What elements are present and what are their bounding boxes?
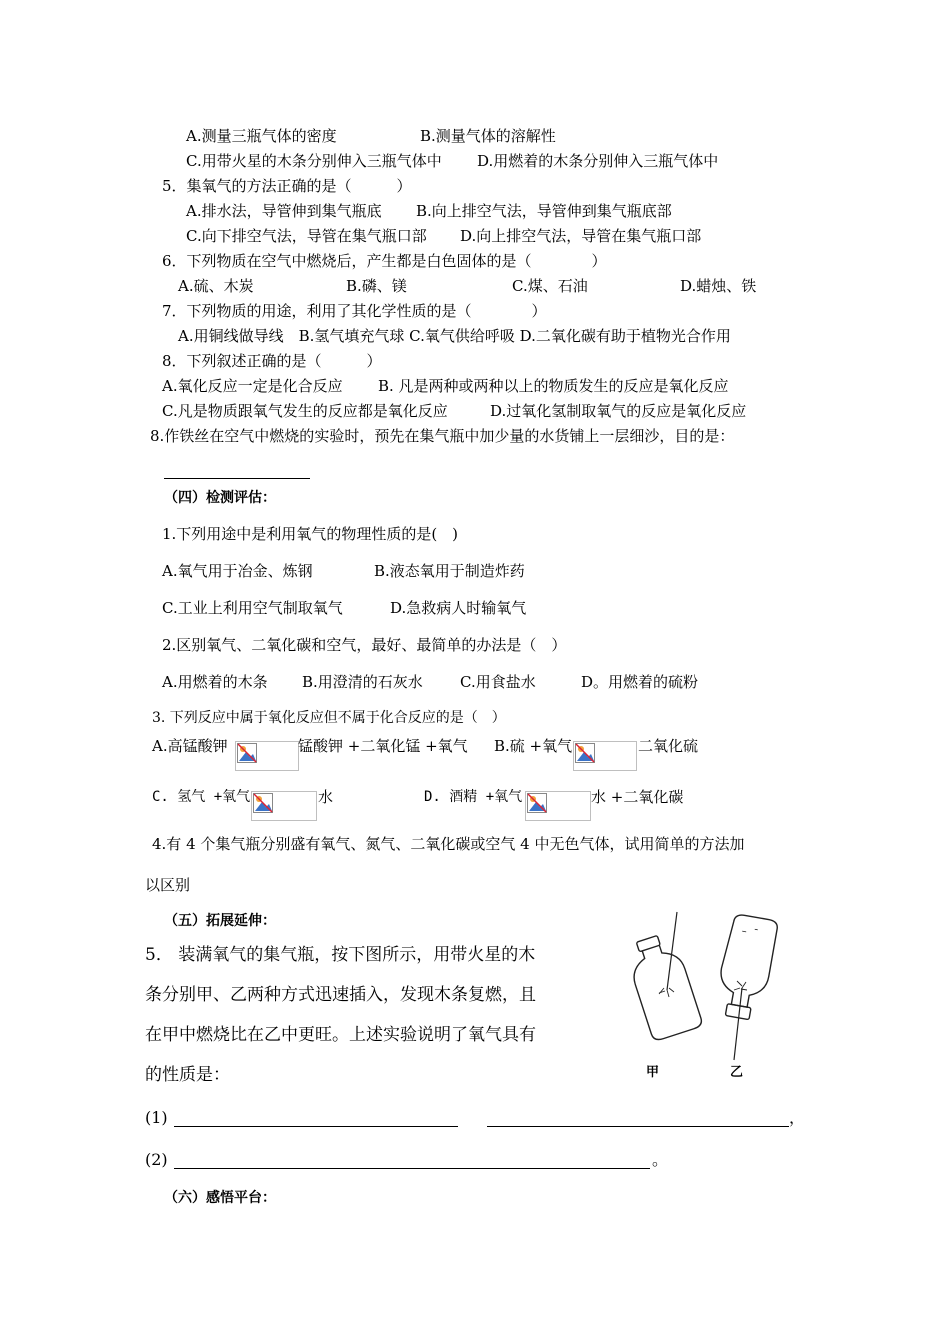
figure-label-yi: 乙 (730, 1065, 744, 1080)
broken-image-icon (527, 793, 547, 813)
s4-q3-a-left: A.高锰酸钾 (152, 737, 228, 755)
blank2-end: 。 (652, 1150, 669, 1169)
s4-q1-option-b: B.液态氧用于制造炸药 (374, 562, 525, 580)
s4-q4-line2: 以区别 (145, 876, 191, 894)
section4-title: （四）检测评估： (164, 490, 276, 506)
figure-label-jia: 甲 (646, 1065, 660, 1080)
section6-title: （六）感悟平台： (164, 1190, 276, 1206)
broken-image-icon (237, 743, 257, 763)
s4-q3-a-right: 锰酸钾 +二氧化锰 +氧气 (298, 737, 468, 755)
s4-q2-option-b: B.用澄清的石灰水 (302, 673, 423, 691)
q8-option-b: B. 凡是两种或两种以上的物质发生的反应是氧化反应 (378, 377, 729, 395)
s4-q1-option-c: C.工业上利用空气制取氧气 (162, 599, 343, 617)
s4-q1-option-a: A.氧气用于冶金、炼钢 (162, 562, 313, 580)
blank1-end: ， (789, 1108, 806, 1127)
s4-q2-option-c: C.用食盐水 (460, 673, 536, 691)
q8-option-c: C.凡是物质跟氧气发生的反应都是氧化反应 (162, 402, 448, 420)
s5-q5-line2: 条分别甲、乙两种方式迅速插入，发现木条复燃，且 (145, 985, 536, 1005)
s4-q2-option-d: D。用燃着的硫粉 (581, 673, 699, 691)
blank2-line[interactable] (174, 1168, 650, 1169)
q8b-stem: 8.作铁丝在空气中燃烧的实验时，预先在集气瓶中加少量的水货铺上一层细沙，目的是： (150, 427, 735, 445)
s5-q5-line3: 在甲中燃烧比在乙中更旺。上述实验说明了氧气具有 (145, 1025, 536, 1045)
q5-option-d: D.向上排空气法，导管在集气瓶口部 (460, 227, 702, 245)
broken-image-icon (253, 793, 273, 813)
q6-option-b: B.磷、镁 (346, 277, 407, 295)
s4-q3-b-left: B.硫 +氧气 (494, 737, 573, 755)
s4-q4-line1: 4.有 4 个集气瓶分别盛有氧气、氮气、二氧化碳或空气 4 中无色气体，试用简单的方法加 (152, 835, 745, 853)
q8-option-d: D.过氧化氢制取氧气的反应是氧化反应 (490, 402, 747, 420)
s4-q3-b-right: 二氧化硫 (638, 737, 699, 755)
q7-options: A.用铜线做导线 B.氢气填充气球 C.氧气供给呼吸 D.二氧化碳有助于植物光合作用 (178, 327, 731, 345)
q4-option-b: B.测量气体的溶解性 (420, 127, 556, 145)
blank1-line-a[interactable] (174, 1126, 458, 1127)
reaction-arrow-image (525, 791, 591, 821)
q8b-answer-line (164, 478, 310, 479)
broken-image-icon (575, 743, 595, 763)
s4-q2-option-a: A.用燃着的木条 (162, 673, 268, 691)
reaction-arrow-image (235, 741, 299, 771)
section5-title: （五）拓展延伸： (164, 913, 276, 929)
s5-q5-line1: 5． 装满氧气的集气瓶，按下图所示，用带火星的木 (145, 945, 536, 965)
s4-q3-d-left: D. 酒精 +氧气 (424, 789, 523, 805)
bottle-a-illustration (623, 912, 778, 1060)
s4-q1-stem: 1.下列用途中是利用氧气的物理性质的是( ) (162, 525, 459, 543)
q5-option-c: C.向下排空气法，导管在集气瓶口部 (186, 227, 427, 245)
s4-q3-c-right: 水 (318, 788, 334, 806)
q8-stem: 8．下列叙述正确的是（ ） (162, 352, 382, 370)
q5-option-a: A.排水法，导管伸到集气瓶底 (186, 202, 382, 220)
s4-q3-c-left: C. 氢气 +氧气 (152, 789, 251, 805)
q7-stem: 7．下列物质的用途，利用了其化学性质的是（ ） (162, 302, 547, 320)
s4-q3-stem: 3. 下列反应中属于氧化反应但不属于化合反应的是（ ） (152, 710, 506, 726)
q8-option-a: A.氧化反应一定是化合反应 (162, 377, 343, 395)
q4-option-c: C.用带火星的木条分别伸入三瓶气体中 (186, 152, 442, 170)
q6-option-a: A.硫、木炭 (178, 277, 254, 295)
s5-q5-line4: 的性质是： (145, 1065, 230, 1085)
reaction-arrow-image (251, 791, 317, 821)
q5-option-b: B.向上排空气法，导管伸到集气瓶底部 (416, 202, 672, 220)
q5-stem: 5．集氧气的方法正确的是（ ） (162, 177, 412, 195)
q6-option-c: C.煤、石油 (512, 277, 588, 295)
reaction-arrow-image (573, 741, 637, 771)
blank1-line-b[interactable] (487, 1126, 789, 1127)
s4-q1-option-d: D.急救病人时输氧气 (390, 599, 527, 617)
q4-option-d: D.用燃着的木条分别伸入三瓶气体中 (477, 152, 719, 170)
q6-stem: 6．下列物质在空气中燃烧后，产生都是白色固体的是（ ） (162, 252, 607, 270)
blank2-label: (2) (145, 1150, 168, 1169)
q4-option-a: A.测量三瓶气体的密度 (186, 127, 337, 145)
blank1-label: (1) (145, 1108, 168, 1127)
s4-q3-d-right: 水 +二氧化碳 (591, 788, 684, 806)
gas-bottle-figure (620, 910, 790, 1085)
q6-option-d: D.蜡烛、铁 (680, 277, 757, 295)
s4-q2-stem: 2.区别氧气、二氧化碳和空气，最好、最简单的办法是（ ） (162, 636, 567, 654)
